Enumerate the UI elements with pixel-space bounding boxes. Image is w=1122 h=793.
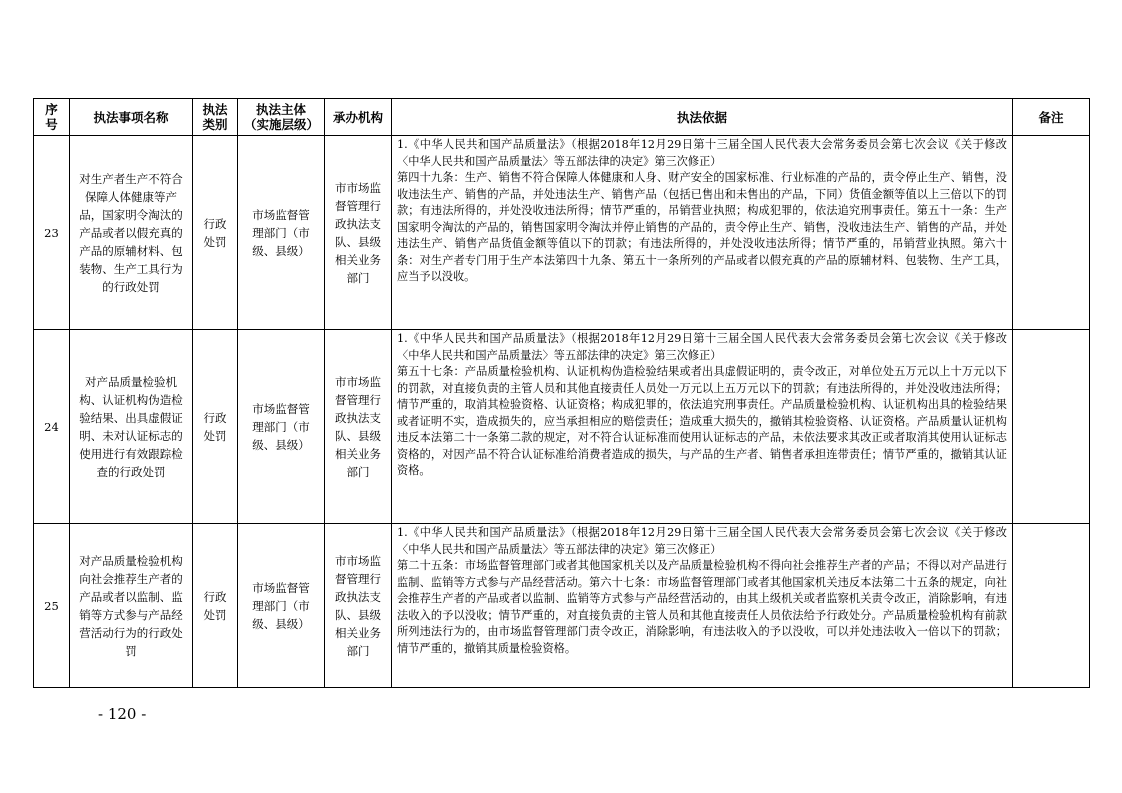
handling-agency: 市市场监督管理行政执法支队、县级相关业务部门 (325, 136, 392, 330)
enforcement-category: 行政处罚 (193, 524, 238, 688)
legal-basis (392, 330, 1013, 524)
table-row (34, 136, 1090, 330)
handling-agency: 市市场监督管理行政执法支队、县级相关业务部门 (325, 524, 392, 688)
enforcement-subject: 市场监督管理部门（市级、县级） (238, 330, 325, 524)
basis-text: 第五十七条：产品质量检验机构、认证机构伪造检验结果或者出具虚假证明的，责令改正，对单位处五万元以上十万元以下的罚款，对直接负责的主管人员和其他直接责任人员处一万元以上五万元以下的罚款；有违法所得的，并处没收违法所得；情节严重的，取消其检验资格、认证资格；构成犯罪的，依法追究刑事责任。产品质量检验机构、认证机构出具的检验结果或者证明不实，造成损失的，应当承担相应的赔偿责任；造成重大损失的，撤销其检验资格、认证资格。产品质量认证机构违反本法第二十一条第二款的规定，对不符合认证标准而使用认证标志的产品，未依法要求其改正或者取消其使用认证标志资格的，对因产品不符合认证标准给消费者造成的损失，与产品的生产者、销售者承担连带责任；情节严重的，撤销其认证资格。 (397, 365, 1007, 477)
header-basis: 执法依据 (392, 99, 1013, 136)
header-row (34, 99, 1090, 136)
table-body (34, 136, 1090, 688)
header-agency: 承办机构 (325, 99, 392, 136)
basis-title: 1.《中华人民共和国产品质量法》（根据2018年12月29日第十三届全国人民代表大会常务委员会第七次会议《关于修改〈中华人民共和国产品质量法〉等五部法律的决定》第三次修正） (397, 526, 1007, 556)
row-number: 23 (34, 136, 70, 330)
page-number: - 120 - (98, 705, 147, 723)
header-no: 序号 (34, 99, 70, 136)
remark-cell (1013, 524, 1090, 688)
legal-basis (392, 524, 1013, 688)
table-row (34, 330, 1090, 524)
header-remark: 备注 (1013, 99, 1090, 136)
handling-agency: 市市场监督管理行政执法支队、县级相关业务部门 (325, 330, 392, 524)
header-subject: 执法主体（实施层级） (238, 99, 325, 136)
row-number: 24 (34, 330, 70, 524)
basis-title: 1.《中华人民共和国产品质量法》（根据2018年12月29日第十三届全国人民代表大会常务委员会第七次会议《关于修改〈中华人民共和国产品质量法〉等五部法律的决定》第三次修正） (397, 332, 1007, 362)
enforcement-category: 行政处罚 (193, 330, 238, 524)
item-name: 对产品质量检验机构向社会推荐生产者的产品或者以监制、监销等方式参与产品经营活动行为的行政处罚 (70, 524, 193, 688)
table-header (34, 99, 1090, 136)
legal-basis (392, 136, 1013, 330)
header-name: 执法事项名称 (70, 99, 193, 136)
basis-text: 第四十九条：生产、销售不符合保障人体健康和人身、财产安全的国家标准、行业标准的产品的，责令停止生产、销售，没收违法生产、销售的产品，并处违法生产、销售产品（包括已售出和未售出的产品，下同）货值金额等值以上三倍以下的罚款；有违法所得的，并处没收违法所得；情节严重的，吊销营业执照；构成犯罪的，依法追究刑事责任。第五十一条：生产国家明令淘汰的产品的，销售国家明令淘汰并停止销售的产品的，责令停止生产、销售，没收违法生产、销售的产品，并处违法生产、销售产品货值金额等值以下的罚款；有违法所得的，并处没收违法所得；情节严重的，吊销营业执照。第六十条：对生产者专门用于生产本法第四十九条、第五十一条所列的产品或者以假充真的产品的原辅材料、包装物、生产工具，应当予以没收。 (397, 171, 1007, 283)
header-category: 执法类别 (193, 99, 238, 136)
enforcement-category: 行政处罚 (193, 136, 238, 330)
table-row (34, 524, 1090, 688)
row-number: 25 (34, 524, 70, 688)
remark-cell (1013, 330, 1090, 524)
enforcement-table (33, 98, 1090, 688)
enforcement-subject: 市场监督管理部门（市级、县级） (238, 136, 325, 330)
item-name: 对生产者生产不符合保障人体健康等产品，国家明令淘汰的产品或者以假充真的产品的原辅材料、包装物、生产工具行为的行政处罚 (70, 136, 193, 330)
item-name: 对产品质量检验机构、认证机构伪造检验结果、出具虚假证明、未对认证标志的使用进行有效跟踪检查的行政处罚 (70, 330, 193, 524)
remark-cell (1013, 136, 1090, 330)
basis-title: 1.《中华人民共和国产品质量法》（根据2018年12月29日第十三届全国人民代表大会常务委员会第七次会议《关于修改〈中华人民共和国产品质量法〉等五部法律的决定》第三次修正） (397, 138, 1007, 168)
enforcement-subject: 市场监督管理部门（市级、县级） (238, 524, 325, 688)
basis-text: 第二十五条：市场监督管理部门或者其他国家机关以及产品质量检验机构不得向社会推荐生产者的产品；不得以对产品进行监制、监销等方式参与产品经营活动。第六十七条：市场监督管理部门或者其他国家机关违反本法第二十五条的规定，向社会推荐生产者的产品或者以监制、监销等方式参与产品经营活动的，由其上级机关或者监察机关责令改正，消除影响，有违法收入的予以没收；情节严重的，对直接负责的主管人员和其他直接责任人员依法给予行政处分。产品质量检验机构有前款所列违法行为的，由市场监督管理部门责令改正，消除影响，有违法收入的予以没收，可以并处违法收入一倍以下的罚款；情节严重的，撤销其质量检验资格。 (397, 559, 1007, 655)
